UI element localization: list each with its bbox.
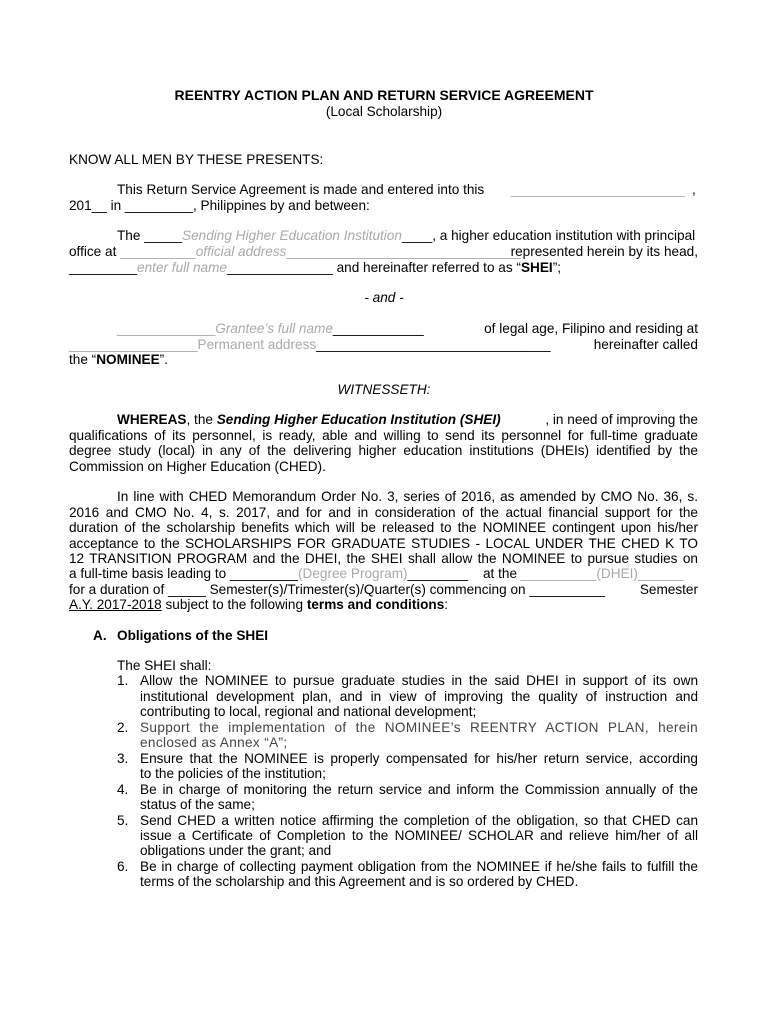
shei-line: The _____Sending Higher Education Institution____, a higher education institution with principal bbox=[117, 228, 696, 243]
inline-line-1: In line with CHED Memorandum Order No. 3, series of 2016, as amended by CMO No. 36, s. bbox=[117, 489, 698, 504]
year-place-line: 201__ in _________, Philippines by and between: bbox=[69, 198, 370, 213]
item-number: 1. bbox=[117, 673, 129, 688]
item-5-line-3: obligations under the grant; and bbox=[140, 843, 332, 858]
inline-line-7-left: for a duration of _____ Semester(s)/Trimester(s)/Quarter(s) commencing on __________ bbox=[69, 582, 605, 597]
inline-line-5: 12 TRANSITION PROGRAM and the DHEI, the SHEI shall allow the NOMINEE to pursue studies on bbox=[69, 551, 698, 566]
head-line: _________enter full name______________ and hereinafter referred to as “SHEI”; bbox=[69, 260, 562, 275]
inline-line-8: A.Y. 2017-2018 subject to the following terms and conditions: bbox=[69, 597, 449, 612]
semester-label: Semester bbox=[639, 582, 698, 597]
item-6-line-2: terms of the scholarship and this Agreement and is so ordered by CHED. bbox=[140, 874, 579, 889]
item-1-line-3: contributing to local, regional and national development; bbox=[140, 704, 477, 719]
document-subtitle: (Local Scholarship) bbox=[325, 104, 443, 119]
item-4-line-1: Be in charge of monitoring the return service and inform the Commission annually of the bbox=[140, 782, 698, 797]
item-2-line-1: Support the implementation of the NOMINEE’s REENTRY ACTION PLAN, herein bbox=[140, 720, 698, 735]
item-4-line-2: status of the same; bbox=[140, 797, 255, 812]
dhei-placeholder: (DHEI) bbox=[596, 566, 638, 581]
document-title: REENTRY ACTION PLAN AND RETURN SERVICE AGREEMENT bbox=[174, 87, 594, 103]
section-a-letter: A. bbox=[93, 628, 107, 643]
section-a-title: Obligations of the SHEI bbox=[117, 628, 269, 643]
shei-shall: The SHEI shall: bbox=[117, 658, 212, 673]
whereas-line-right: , in need of improving the bbox=[545, 412, 698, 427]
item-3-line-1: Ensure that the NOMINEE is properly compensated for his/her return service, according bbox=[140, 751, 698, 766]
inline-line-4: acceptance to the SCHOLARSHIPS FOR GRADUATE STUDIES - LOCAL UNDER THE CHED K TO bbox=[69, 536, 698, 551]
item-1-line-2: institutional development plan, and in view of improving the quality of instruction and bbox=[140, 689, 698, 704]
and-separator: - and - bbox=[364, 290, 404, 305]
whereas-line-2: qualifications of its personnel, is ready, able and willing to send its personnel for full-time graduate bbox=[69, 428, 698, 443]
item-number: 4. bbox=[117, 782, 129, 797]
know-all-heading: KNOW ALL MEN BY THESE PRESENTS: bbox=[69, 152, 324, 167]
inline-line-3: duration of the scholarship benefits which will be released to the NOMINEE contingent upon his/her bbox=[69, 520, 698, 535]
item-3-line-2: to the policies of the institution; bbox=[140, 766, 326, 781]
witnesseth-heading: WITNESSETH: bbox=[337, 382, 431, 397]
item-1-line-1: Allow the NOMINEE to pursue graduate studies in the said DHEI in support of its own bbox=[140, 673, 698, 688]
office-line-left: office at __________official address_______________________________ bbox=[69, 244, 521, 259]
comma: , bbox=[692, 182, 696, 197]
item-number: 5. bbox=[117, 813, 129, 828]
agreement-intro-text: This Return Service Agreement is made and entered into this bbox=[117, 182, 485, 197]
permanent-address-placeholder: Permanent address bbox=[197, 337, 317, 352]
inline-line-6-right: at the __________(DHEI)______ bbox=[483, 566, 684, 581]
date-blank: _______________________ bbox=[511, 182, 685, 197]
item-2-line-2: enclosed as Annex “A”; bbox=[140, 735, 288, 750]
item-number: 2. bbox=[117, 720, 129, 735]
degree-program-placeholder: (Degree Program) bbox=[298, 566, 408, 581]
item-5-line-1: Send CHED a written notice affirming the completion of the obligation, so that CHED can bbox=[140, 813, 698, 828]
whereas-line-3: degree study (local) in any of the delivering higher education institutions (DHEIs) identified by the bbox=[69, 443, 698, 458]
item-6-line-1: Be in charge of collecting payment obligation from the NOMINEE if he/she fails to fulfill the bbox=[140, 859, 698, 874]
item-5-line-2: issue a Certificate of Completion to the NOMINEE/ SCHOLAR and relieve him/her of all bbox=[140, 828, 698, 843]
official-address-placeholder: official address bbox=[195, 244, 287, 259]
item-number: 6. bbox=[117, 859, 129, 874]
inline-line-2: 2016 and CMO No. 4, s. 2017, and for and in consideration of the actual financial support for the bbox=[69, 505, 698, 520]
permanent-address-line: _________________Permanent address_______________________________ bbox=[69, 337, 551, 352]
grantee-name-placeholder: Grantee’s full name bbox=[215, 321, 333, 336]
shei-name-placeholder: Sending Higher Education Institution bbox=[182, 228, 402, 243]
full-name-placeholder: enter full name bbox=[137, 260, 227, 275]
whereas-line-4: Commission on Higher Education (CHED). bbox=[69, 459, 326, 474]
nominee-definition: the “NOMINEE”. bbox=[69, 352, 168, 367]
grantee-line-right: of legal age, Filipino and residing at bbox=[484, 321, 698, 336]
office-line-right: represented herein by its head, bbox=[510, 244, 698, 259]
item-number: 3. bbox=[117, 751, 129, 766]
whereas-line-left: WHEREAS, the Sending Higher Education Institution (SHEI) bbox=[117, 412, 501, 427]
grantee-line-left: _____________Grantee’s full name____________ bbox=[117, 321, 424, 336]
inline-line-6-left: a full-time basis leading to _________(Degree Program)________ bbox=[69, 566, 469, 581]
hereinafter-called: hereinafter called bbox=[593, 337, 698, 352]
